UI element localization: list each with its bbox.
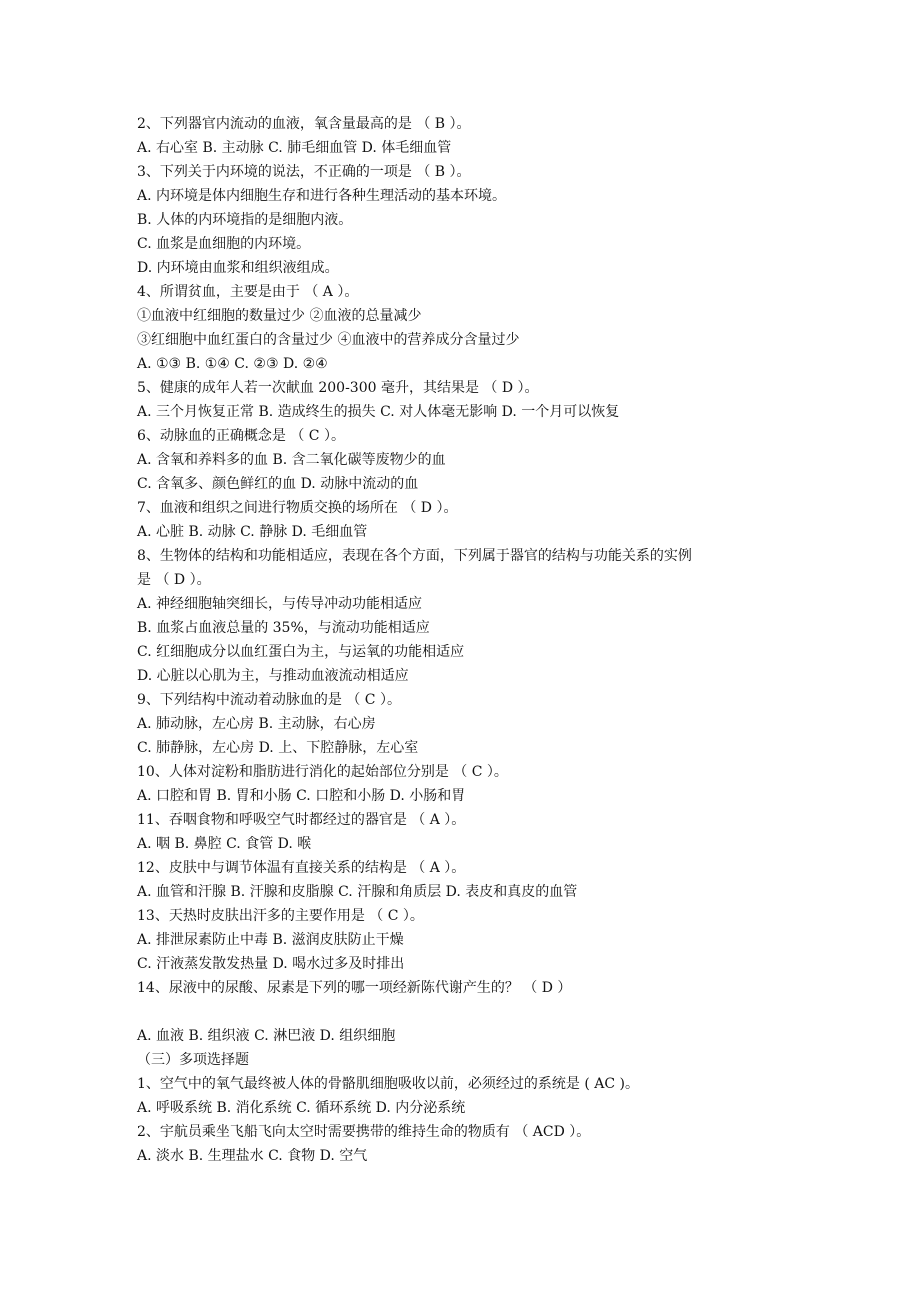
question-11-options: A. 咽 B. 鼻腔 C. 食管 D. 喉 [137, 836, 312, 852]
question-8-continued: 是 （ D ）。 [137, 572, 211, 588]
question-8-option-a: A. 神经细胞轴突细长，与传导冲动功能相适应 [137, 596, 423, 612]
question-3-option-a: A. 内环境是体内细胞生存和进行各种生理活动的基本环境。 [137, 188, 507, 204]
question-9: 9、下列结构中流动着动脉血的是 （ C ）。 [137, 692, 401, 708]
question-9-options-cd: C. 肺静脉，左心房 D. 上、下腔静脉，左心室 [137, 740, 419, 756]
question-5: 5、健康的成年人若一次献血 200-300 毫升，其结果是 （ D ）。 [137, 380, 539, 396]
document-page [137, 112, 797, 1168]
question-14-options: A. 血液 B. 组织液 C. 淋巴液 D. 组织细胞 [137, 1028, 396, 1044]
question-14: 14、尿液中的尿酸、尿素是下列的哪一项经新陈代谢产生的？ （ D ） [137, 980, 572, 996]
question-6: 6、动脉血的正确概念是 （ C ）。 [137, 428, 345, 444]
question-7: 7、血液和组织之间进行物质交换的场所在 （ D ）。 [137, 500, 458, 516]
question-4: 4、所谓贫血，主要是由于 （ A ）。 [137, 284, 359, 300]
question-10: 10、人体对淀粉和脂肪进行消化的起始部位分别是 （ C ）。 [137, 764, 508, 780]
question-3: 3、下列关于内环境的说法，不正确的一项是 （ B ）。 [137, 164, 471, 180]
mc-question-1-options: A. 呼吸系统 B. 消化系统 C. 循环系统 D. 内分泌系统 [137, 1100, 466, 1116]
question-8-option-d: D. 心脏以心肌为主，与推动血液流动相适应 [137, 668, 409, 684]
mc-question-1: 1、空气中的氧气最终被人体的骨骼肌细胞吸收以前，必须经过的系统是 ( AC )。 [137, 1076, 640, 1092]
question-3-option-d: D. 内环境由血浆和组织液组成。 [137, 260, 339, 276]
question-13: 13、天热时皮肤出汗多的主要作用是 （ C ）。 [137, 908, 424, 924]
question-5-options: A. 三个月恢复正常 B. 造成终生的损失 C. 对人体毫无影响 D. 一个月可以恢复 [137, 404, 620, 420]
question-6-options-ab: A. 含氧和养料多的血 B. 含二氧化碳等废物少的血 [137, 452, 446, 468]
question-12: 12、皮肤中与调节体温有直接关系的结构是 （ A ）。 [137, 860, 466, 876]
question-6-options-cd: C. 含氧多、颜色鲜红的血 D. 动脉中流动的血 [137, 476, 419, 492]
question-8-option-c: C. 红细胞成分以血红蛋白为主，与运氧的功能相适应 [137, 644, 465, 660]
mc-question-2: 2、宇航员乘坐飞船飞向太空时需要携带的维持生命的物质有 （ ACD ）。 [137, 1124, 591, 1140]
question-4-statements-2: ③红细胞中血红蛋白的含量过少 ④血液中的营养成分含量过少 [137, 332, 520, 348]
question-3-option-c: C. 血浆是血细胞的内环境。 [137, 236, 311, 252]
question-13-options-cd: C. 汗液蒸发散发热量 D. 喝水过多及时排出 [137, 956, 405, 972]
question-8: 8、生物体的结构和功能相适应，表现在各个方面，下列属于器官的结构与功能关系的实例 [137, 548, 692, 564]
section-heading-multiple-choice: （三）多项选择题 [137, 1052, 249, 1068]
mc-question-2-options: A. 淡水 B. 生理盐水 C. 食物 D. 空气 [137, 1148, 368, 1164]
question-9-options-ab: A. 肺动脉，左心房 B. 主动脉，右心房 [137, 716, 376, 732]
question-3-option-b: B. 人体的内环境指的是细胞内液。 [137, 212, 353, 228]
question-2-options: A. 右心室 B. 主动脉 C. 肺毛细血管 D. 体毛细血管 [137, 140, 452, 156]
question-2: 2、下列器官内流动的血液，氧含量最高的是 （ B ）。 [137, 116, 471, 132]
question-8-option-b: B. 血浆占血液总量的 35%，与流动功能相适应 [137, 620, 430, 636]
question-4-statements-1: ①血液中红细胞的数量过少 ②血液的总量减少 [137, 308, 422, 324]
blank-line [137, 1000, 797, 1024]
question-10-options: A. 口腔和胃 B. 胃和小肠 C. 口腔和小肠 D. 小肠和胃 [137, 788, 466, 804]
question-12-options: A. 血管和汗腺 B. 汗腺和皮脂腺 C. 汗腺和角质层 D. 表皮和真皮的血管 [137, 884, 578, 900]
question-7-options: A. 心脏 B. 动脉 C. 静脉 D. 毛细血管 [137, 524, 368, 540]
question-13-options-ab: A. 排泄尿素防止中毒 B. 滋润皮肤防止干燥 [137, 932, 404, 948]
question-11: 11、吞咽食物和呼吸空气时都经过的器官是 （ A ）。 [137, 812, 466, 828]
question-4-options: A. ①③ B. ①④ C. ②③ D. ②④ [137, 356, 328, 372]
